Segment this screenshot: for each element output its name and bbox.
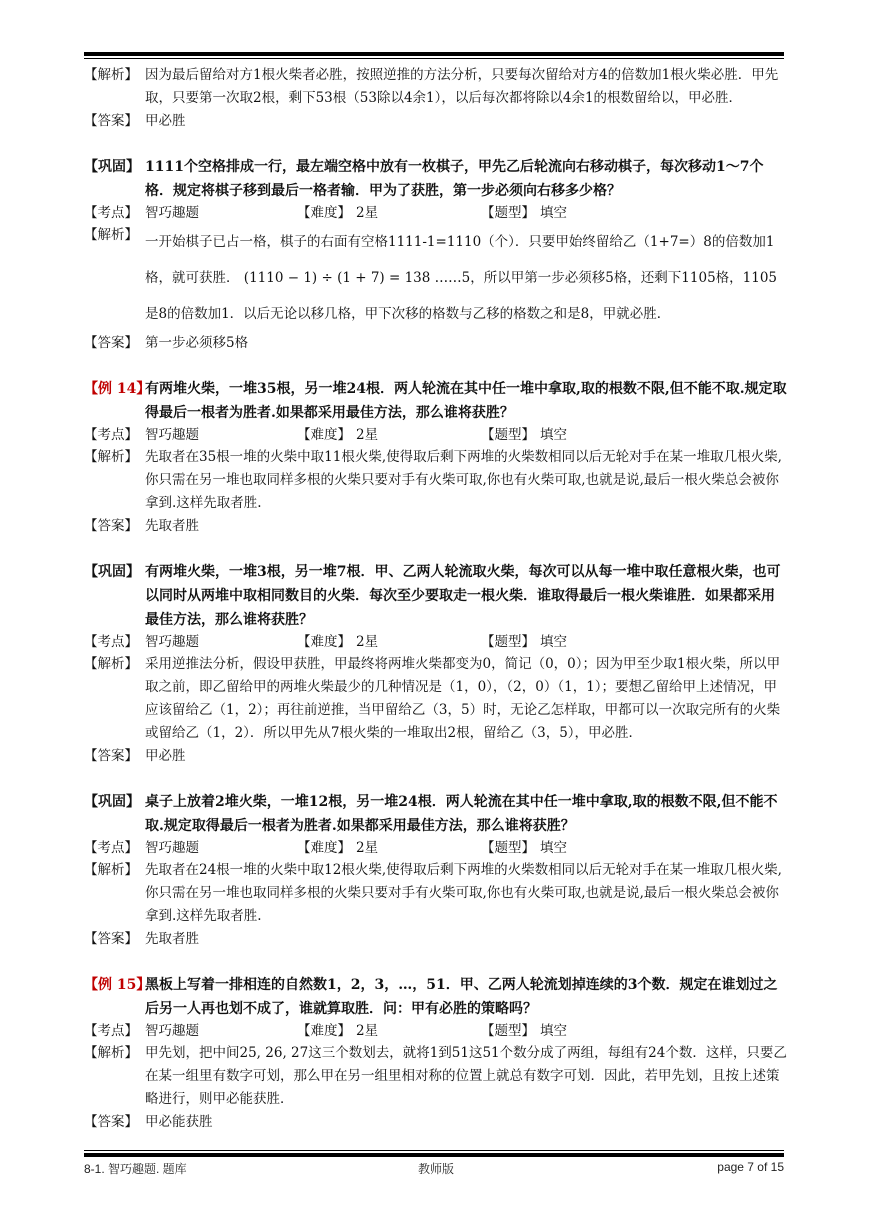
difficulty-label: 【难度】: [297, 205, 351, 221]
analysis-text: 采用逆推法分析，假设甲获胜，甲最终将两堆火柴都变为0，简记（0，0）；因为甲至少取1根火柴，所以甲取之前，即乙留给甲的两堆火柴最少的几种情况是（1，0），（2，0）（1，1）；要想乙留给甲上述情况，甲应该留给乙（1，2）；再往前逆推，当甲留给乙（3，5）时，无论乙怎样取，甲都可以一次取完所有的火柴或留给乙（1，2）．所以甲先从7根火柴的一堆取出2根，留给乙（3，5），甲必胜．: [145, 656, 781, 741]
difficulty-value: 2星: [356, 427, 379, 443]
analysis-row: [84, 1042, 788, 1111]
topic-value: 智巧趣题: [145, 1023, 199, 1039]
type-value: 填空: [540, 1023, 567, 1039]
analysis-label: 【解析】: [84, 862, 138, 878]
bottom-rule-thin: [84, 1150, 784, 1151]
topic-label: 【考点】: [84, 634, 138, 650]
question-row: [84, 790, 788, 838]
analysis-row: [84, 224, 788, 332]
page-content: [84, 64, 788, 1134]
question-text: 有两堆火柴，一堆35根，另一堆24根．两人轮流在其中任一堆中拿取,取的根数不限,但不能不取.规定取得最后一根者为胜者.如果都采用最佳方法，那么谁将获胜？: [145, 381, 787, 421]
question-row: [84, 377, 788, 425]
bottom-rule-thick: [84, 1153, 784, 1157]
answer-text: 先取者胜: [145, 518, 199, 534]
answer-row: [84, 745, 788, 768]
analysis-row: [84, 653, 788, 745]
analysis-text: 因为最后留给对方1根火柴者必胜，按照逆推的方法分析，只要每次留给对方4的倍数加1根火柴必胜．甲先取，只要第一次取2根，剩下53根（53除以4余1），以后每次都将除以4余1的根数留给以，甲必胜．: [145, 67, 779, 106]
analysis-part-1: 一开始棋子已占一格，棋子的右面有空格1111-1=1110（个）．只要甲始终留给乙（1+7=）8的倍数加1格，就可获胜．: [145, 234, 775, 286]
topic-value: 智巧趣题: [145, 205, 199, 221]
difficulty-label: 【难度】: [297, 634, 351, 650]
example-label: 【例 15】: [84, 977, 151, 993]
meta-row: [84, 203, 788, 224]
topic-value: 智巧趣题: [145, 634, 199, 650]
answer-row: [84, 332, 788, 355]
difficulty-value: 2星: [356, 634, 379, 650]
top-rule-thick: [84, 52, 784, 56]
footer-page-number: page 7 of 15: [717, 1160, 784, 1174]
meta-row: [84, 838, 788, 859]
analysis-label: 【解析】: [84, 67, 138, 83]
question-row: [84, 155, 788, 203]
analysis-label: 【解析】: [84, 227, 138, 243]
analysis-row: [84, 859, 788, 928]
question-label: 【巩固】: [84, 794, 140, 810]
question-label: 【巩固】: [84, 159, 140, 175]
analysis-label: 【解析】: [84, 449, 138, 465]
answer-row: [84, 928, 788, 951]
difficulty-label: 【难度】: [297, 1023, 351, 1039]
formula: (1110 − 1) ÷ (1 + 7) = 138 ……5: [243, 270, 471, 286]
question-row: [84, 560, 788, 632]
answer-label: 【答案】: [84, 1114, 138, 1130]
question-row: [84, 973, 788, 1021]
analysis-label: 【解析】: [84, 1045, 138, 1061]
type-value: 填空: [540, 205, 567, 221]
analysis-text: [145, 224, 788, 332]
answer-label: 【答案】: [84, 748, 138, 764]
topic-label: 【考点】: [84, 840, 138, 856]
question-text: 有两堆火柴，一堆3根，另一堆7根．甲、乙两人轮流取火柴，每次可以从每一堆中取任意根火柴，也可以同时从两堆中取相同数目的火柴．每次至少要取走一根火柴．谁取得最后一根火柴谁胜．如果都采用最佳方法，那么谁将获胜？: [145, 564, 781, 628]
answer-text: 甲必能获胜: [145, 1114, 213, 1130]
question-text: 1111个空格排成一行，最左端空格中放有一枚棋子，甲先乙后轮流向右移动棋子，每次移动1～7个格．规定将棋子移到最后一格者输．甲为了获胜，第一步必须向右移多少格？: [145, 159, 764, 199]
answer-text: 第一步必须移5格: [145, 335, 249, 351]
type-value: 填空: [540, 427, 567, 443]
question-text: 黑板上写着一排相连的自然数1，2，3，…，51．甲、乙两人轮流划掉连续的3个数．规定在谁划过之后另一人再也划不成了，谁就算取胜．问：甲有必胜的策略吗？: [145, 977, 778, 1017]
answer-text: 甲必胜: [145, 113, 186, 129]
analysis-row: [84, 64, 788, 110]
answer-row: [84, 1111, 788, 1134]
answer-row: [84, 110, 788, 133]
topic-label: 【考点】: [84, 1023, 138, 1039]
topic-label: 【考点】: [84, 427, 138, 443]
answer-label: 【答案】: [84, 518, 138, 534]
analysis-row: [84, 446, 788, 515]
type-label: 【题型】: [481, 840, 535, 856]
footer-left: 8-1. 智巧趣题. 题库: [84, 1162, 187, 1176]
answer-label: 【答案】: [84, 113, 138, 129]
answer-text: 甲必胜: [145, 748, 186, 764]
analysis-text: 先取者在24根一堆的火柴中取12根火柴,使得取后剩下两堆的火柴数相同以后无轮对手在某一堆取几根火柴,你只需在另一堆也取同样多根的火柴只要对手有火柴可取,你也有火柴可取,也就是说,最后一根火柴总会被你拿到.这样先取者胜.: [145, 862, 782, 924]
topic-value: 智巧趣题: [145, 840, 199, 856]
type-label: 【题型】: [481, 427, 535, 443]
type-label: 【题型】: [481, 634, 535, 650]
analysis-label: 【解析】: [84, 656, 138, 672]
question-text: 桌子上放着2堆火柴，一堆12根，另一堆24根．两人轮流在其中任一堆中拿取,取的根数不限,但不能不取.规定取得最后一根者为胜者.如果都采用最佳方法，那么谁将获胜？: [145, 794, 778, 834]
difficulty-label: 【难度】: [297, 427, 351, 443]
analysis-part-2: ，所以甲第一步必须移5格，还剩下1105格，1105是8的倍数加1．以后无论以移几格，甲下次移的格数与乙移的格数之和是8，甲就必胜．: [145, 270, 778, 322]
topic-value: 智巧趣题: [145, 427, 199, 443]
difficulty-value: 2星: [356, 840, 379, 856]
example-label: 【例 14】: [84, 381, 151, 397]
answer-row: [84, 515, 788, 538]
type-label: 【题型】: [481, 1023, 535, 1039]
type-value: 填空: [540, 840, 567, 856]
meta-row: [84, 632, 788, 653]
analysis-text: 甲先划，把中间25, 26, 27这三个数划去，就将1到51这51个数分成了两组，每组有24个数．这样，只要乙在某一组里有数字可划，那么甲在另一组里相对称的位置上就总有数字可划．因此，若甲先划，且按上述策略进行，则甲必能获胜．: [145, 1045, 787, 1107]
answer-label: 【答案】: [84, 335, 138, 351]
difficulty-value: 2星: [356, 1023, 379, 1039]
question-label: 【巩固】: [84, 564, 140, 580]
difficulty-value: 2星: [356, 205, 379, 221]
answer-label: 【答案】: [84, 931, 138, 947]
footer-center: 教师版: [418, 1162, 455, 1176]
topic-label: 【考点】: [84, 205, 138, 221]
type-value: 填空: [540, 634, 567, 650]
meta-row: [84, 425, 788, 446]
analysis-text: 先取者在35根一堆的火柴中取11根火柴,使得取后剩下两堆的火柴数相同以后无轮对手在某一堆取几根火柴,你只需在另一堆也取同样多根的火柴只要对手有火柴可取,你也有火柴可取,也就是说,最后一根火柴总会被你拿到.这样先取者胜.: [145, 449, 782, 511]
meta-row: [84, 1021, 788, 1042]
answer-text: 先取者胜: [145, 931, 199, 947]
difficulty-label: 【难度】: [297, 840, 351, 856]
top-rule-thin: [84, 58, 784, 59]
type-label: 【题型】: [481, 205, 535, 221]
